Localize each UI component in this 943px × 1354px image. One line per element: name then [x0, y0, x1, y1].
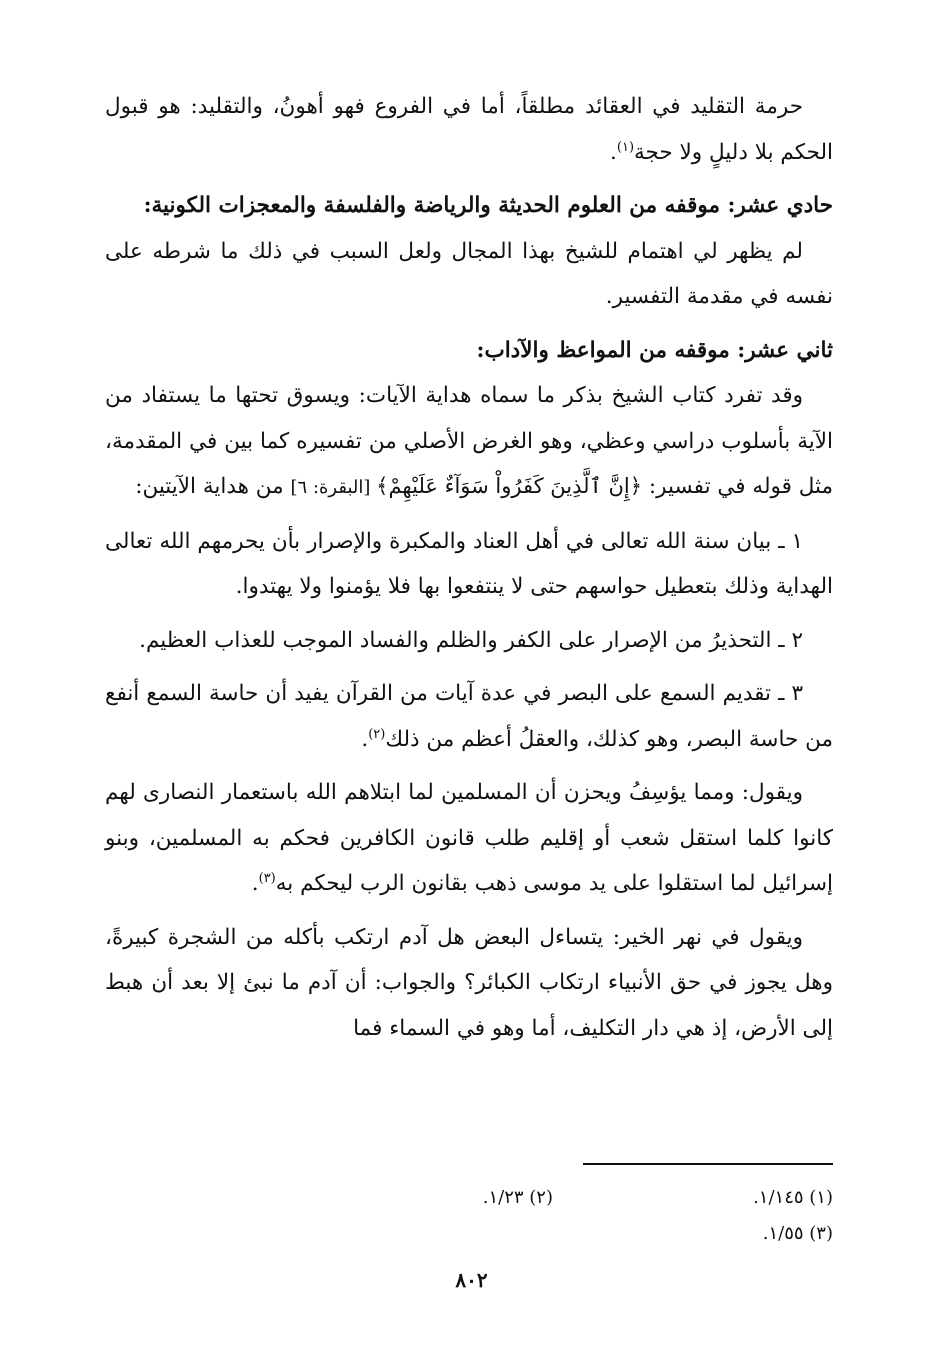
footnote-row: [105, 1180, 833, 1216]
footnotes: [105, 1180, 833, 1252]
main-text: [105, 84, 833, 1051]
list-item-1: ١ ـ بيان سنة الله تعالى في أهل العناد والمكبرة والإصرار بأن يحرمهم الله تعالى الهداية وذلك بتعطيل حواسهم حتى لا ينتفعوا بها فلا يؤمنوا ولا يهتدوا.: [105, 528, 833, 599]
footnote-3: (٣) ١/٥٥.: [762, 1223, 833, 1244]
footnote-row: [105, 1216, 833, 1252]
paragraph-nahr-al-khair: ويقول في نهر الخير: يتساءل البعض هل آدم ارتكب بأكله من الشجرة كبيرةً، وهل يجوز في حق الأنبياء ارتكاب الكبائر؟ والجواب: أن آدم ما نبئ إلا بعد أن هبط إلى الأرض، إذ هي دار التكليف، أما وهو في السماء فما: [105, 924, 833, 1041]
footnote-ref-1[interactable]: (١): [616, 139, 635, 155]
verse-reference: [البقرة: ٦]: [290, 477, 377, 498]
footnote-2: (٢) ١/٢٣.: [482, 1187, 553, 1208]
page-number: ٨٠٢: [455, 1268, 488, 1292]
footnote-ref-2[interactable]: (٢): [368, 726, 386, 742]
quran-verse: ﴿إِنَّ ٱلَّذِينَ كَفَرُواْ سَوَآءٌ عَلَيْهِمْ﴾: [376, 474, 643, 498]
paragraph-hidayat-al-ayat: وقد تفرد كتاب الشيخ بذكر ما سماه هداية الآيات: ويسوق تحتها ما يستفاد من الآية بأسلوب دراسي وعظي، وهو الغرض الأصلي من تفسيره كما بين في المقدمة، مثل قوله في تفسير: ﴿إِنَّ ٱلَّذِينَ كَفَرُواْ سَوَآءٌ عَلَيْهِمْ﴾ [البقرة: ٦] من هداية الآيتين:: [105, 383, 833, 499]
heading-modern-sciences: حادي عشر: موقفه من العلوم الحديثة والرياضة والفلسفة والمعجزات الكونية:: [143, 193, 833, 218]
heading-admonitions: ثاني عشر: موقفه من المواعظ والآداب:: [476, 337, 833, 363]
list-item-3: ٣ ـ تقديم السمع على البصر في عدة آيات من القرآن يفيد أن حاسة السمع أنفع من حاسة البصر، وهو كذلك، والعقلُ أعظم من ذلك$^{(٢)}$.: [105, 681, 833, 752]
footnote-separator: [583, 1163, 833, 1165]
paragraph-modern-sciences: لم يظهر لي اهتمام للشيخ بهذا المجال ولعل السبب في ذلك ما شرطه على نفسه في مقدمة التفسير.: [105, 238, 833, 309]
paragraph-taqlid: حرمة التقليد في العقائد مطلقاً، أما في الفروع فهو أهونُ، والتقليد: هو قبول الحكم بلا دليلٍ ولا حجة$^{(١)}$.: [105, 94, 833, 165]
list-item-2: ٢ ـ التحذيرُ من الإصرار على الكفر والظلم والفساد الموجب للعذاب العظيم.: [139, 627, 803, 653]
footnote-ref-3[interactable]: (٣): [258, 870, 276, 886]
footnote-1: (١) ١/١٤٥.: [753, 1187, 833, 1208]
paragraph-colonialism: ويقول: ومما يؤسِفُ ويحزن أن المسلمين لما ابتلاهم الله باستعمار النصارى لهم كانوا كلما استقل شعب أو إقليم طلب قانون الكافرين فحكم به المسلمين، وبنو إسرائيل لما استقلوا على يد موسى ذهب بقانون الرب ليحكم به$^{(٣)}$.: [105, 780, 833, 896]
